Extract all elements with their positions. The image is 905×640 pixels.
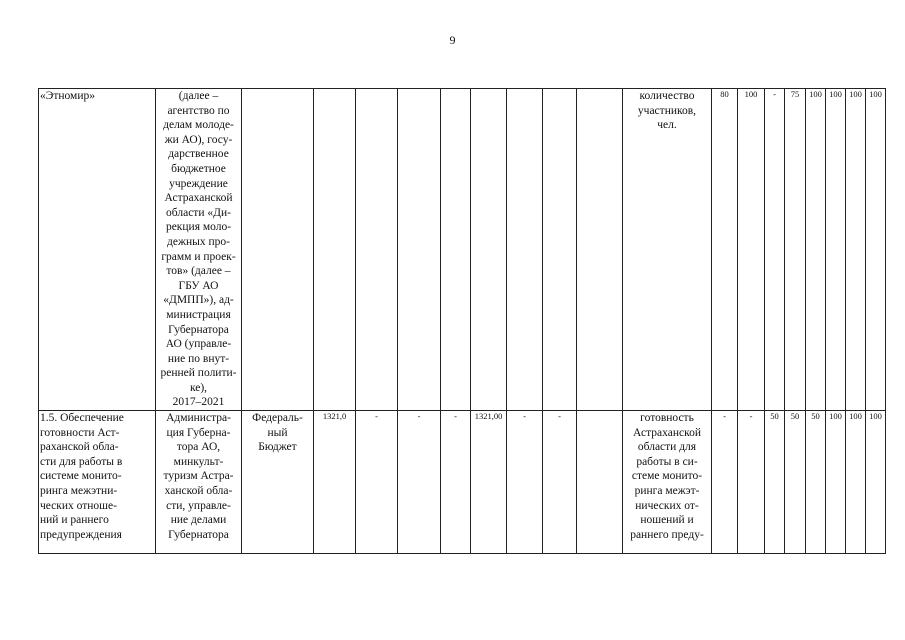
- indicator-value-cell: 100: [826, 89, 846, 411]
- indicator-cell: количество участников, чел.: [623, 89, 712, 411]
- indicator-cell: готовность Астраханской области для работы в си- стеме монито- ринга межэт- нических от- ношений и раннего преду-: [623, 411, 712, 554]
- table-row: [39, 411, 886, 554]
- indicator-value-cell: 100: [846, 89, 866, 411]
- indicator-value-cell: 50: [785, 411, 806, 554]
- indicator-value-cell: 50: [765, 411, 785, 554]
- empty-cell: [577, 411, 623, 554]
- indicator-value-cell: 100: [866, 89, 886, 411]
- year-cell: -: [507, 411, 543, 554]
- year-cell: [543, 89, 577, 411]
- year-cell: -: [543, 411, 577, 554]
- table-row: [39, 89, 886, 411]
- year-cell: [441, 89, 471, 411]
- indicator-value-cell: -: [765, 89, 785, 411]
- year-cell: -: [441, 411, 471, 554]
- year-cell: 1321,00: [471, 411, 507, 554]
- indicator-value-cell: 100: [826, 411, 846, 554]
- funding-source-cell: [242, 89, 314, 411]
- year-cell: -: [398, 411, 441, 554]
- executor-cell: (далее – агентство по делам молоде- жи АО), госу- дарственное бюджетное учреждение Астраханской области «Ди- рекция моло- дежных про- грамм и проек- тов» (далее – ГБУ АО «ДМПП»), ад- министрация Губернатора АО (управле- ние по внут- ренней полити- ке), 2017–2021: [156, 89, 242, 411]
- total-cell: 1321,0: [314, 411, 356, 554]
- measure-cell: 1.5. Обеспечение готовности Аст- раханской обла- сти для работы в системе монито- ринга межэтни- ческих отноше- ний и раннего предупреждения: [39, 411, 156, 554]
- empty-cell: [577, 89, 623, 411]
- total-cell: [314, 89, 356, 411]
- year-cell: [471, 89, 507, 411]
- indicator-value-cell: 100: [846, 411, 866, 554]
- indicator-value-cell: -: [712, 411, 738, 554]
- year-cell: [507, 89, 543, 411]
- executor-cell: Администра- ция Губерна- тора АО, минкульт- туризм Астра- ханской обла- сти, управле- ние делами Губернатора: [156, 411, 242, 554]
- program-table: [38, 88, 886, 554]
- year-cell: [356, 89, 398, 411]
- indicator-value-cell: 100: [866, 411, 886, 554]
- indicator-value-cell: 75: [785, 89, 806, 411]
- indicator-value-cell: 50: [806, 411, 826, 554]
- indicator-value-cell: 100: [738, 89, 765, 411]
- year-cell: -: [356, 411, 398, 554]
- indicator-value-cell: 80: [712, 89, 738, 411]
- indicator-value-cell: 100: [806, 89, 826, 411]
- page-number: 9: [449, 33, 456, 47]
- funding-source-cell: Федераль- ный Бюджет: [242, 411, 314, 554]
- measure-cell: «Этномир»: [39, 89, 156, 411]
- year-cell: [398, 89, 441, 411]
- indicator-value-cell: -: [738, 411, 765, 554]
